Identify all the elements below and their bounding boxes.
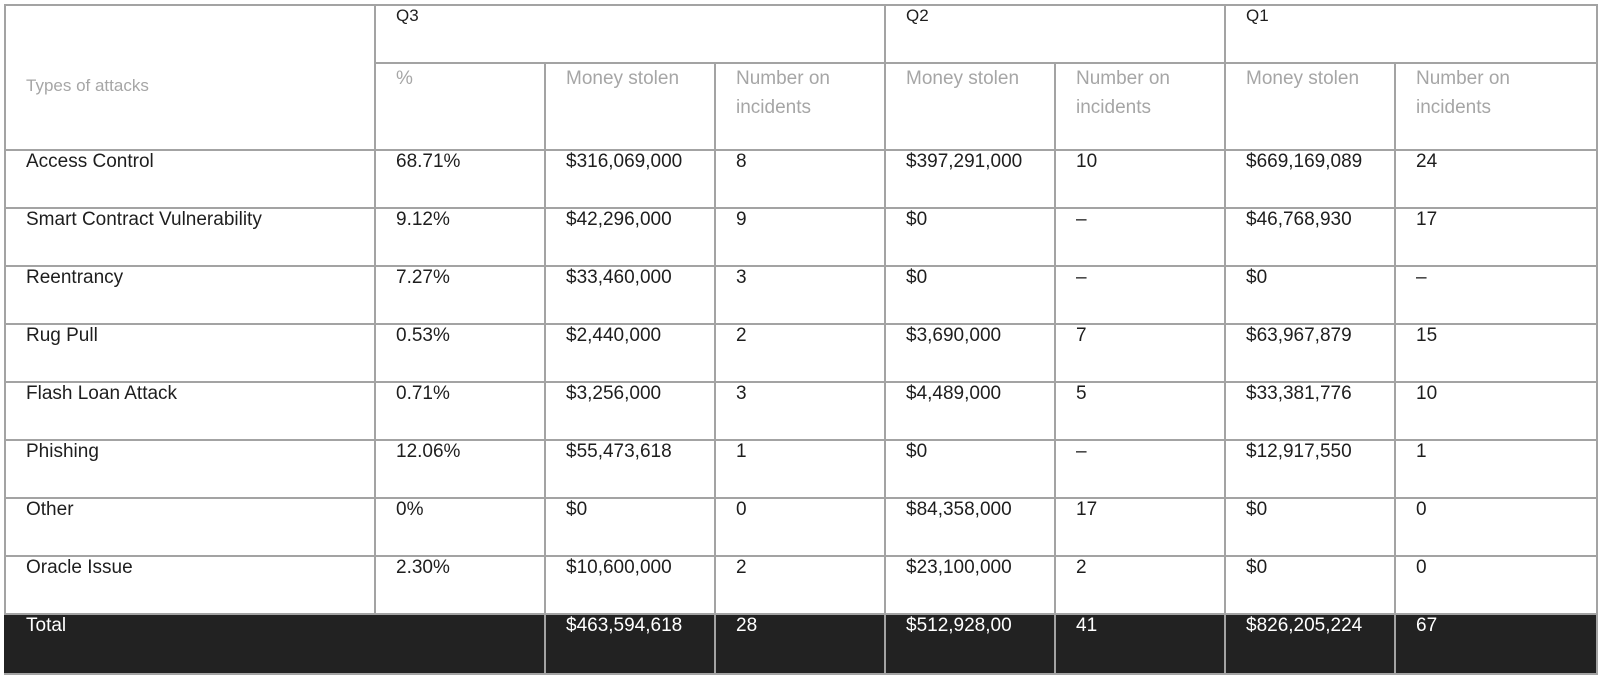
pct-cell: 68.71% — [375, 150, 545, 208]
q1-incidents-cell: 0 — [1395, 556, 1597, 614]
money-stolen-header: Money stolen — [1225, 63, 1395, 150]
q1-incidents-cell: 0 — [1395, 498, 1597, 556]
attack-type-cell: Rug Pull — [5, 324, 375, 382]
q2-money-cell: $0 — [885, 440, 1055, 498]
q3-incidents-cell: 3 — [715, 266, 885, 324]
q1-incidents-cell: 1 — [1395, 440, 1597, 498]
q3-money-cell: $42,296,000 — [545, 208, 715, 266]
q1-money-cell: $0 — [1225, 498, 1395, 556]
money-stolen-header: Money stolen — [545, 63, 715, 150]
pct-cell: 12.06% — [375, 440, 545, 498]
incidents-header: Number on incidents — [1395, 63, 1597, 150]
q2-incidents-cell: – — [1055, 266, 1225, 324]
pct-cell: 2.30% — [375, 556, 545, 614]
q3-incidents-cell: 2 — [715, 556, 885, 614]
pct-cell: 0.53% — [375, 324, 545, 382]
pct-cell: 0% — [375, 498, 545, 556]
q1-money-cell: $0 — [1225, 266, 1395, 324]
q3-money-cell: $316,069,000 — [545, 150, 715, 208]
pct-cell: 0.71% — [375, 382, 545, 440]
q3-incidents-cell: 2 — [715, 324, 885, 382]
q2-incidents-cell: 5 — [1055, 382, 1225, 440]
quarter-header-q3: Q3 — [375, 5, 885, 63]
table-row — [5, 150, 1597, 208]
q3-total-incidents-cell: 28 — [715, 614, 885, 674]
table-row — [5, 556, 1597, 614]
q2-incidents-cell: – — [1055, 440, 1225, 498]
q3-total-money-cell: $463,594,618 — [545, 614, 715, 674]
pct-header: % — [375, 63, 545, 150]
q2-money-cell: $4,489,000 — [885, 382, 1055, 440]
q2-total-incidents-cell: 41 — [1055, 614, 1225, 674]
q3-incidents-cell: 9 — [715, 208, 885, 266]
total-label: Total — [5, 614, 545, 674]
q1-total-money-cell: $826,205,224 — [1225, 614, 1395, 674]
q2-incidents-cell: 17 — [1055, 498, 1225, 556]
q2-money-cell: $0 — [885, 266, 1055, 324]
q1-money-cell: $12,917,550 — [1225, 440, 1395, 498]
table-row — [5, 498, 1597, 556]
q1-money-cell: $669,169,089 — [1225, 150, 1395, 208]
attack-type-cell: Other — [5, 498, 375, 556]
attack-type-cell: Smart Contract Vulnerability — [5, 208, 375, 266]
q1-incidents-cell: 15 — [1395, 324, 1597, 382]
quarter-header-row — [5, 5, 1597, 63]
table-row — [5, 208, 1597, 266]
q2-money-cell: $0 — [885, 208, 1055, 266]
attack-type-cell: Flash Loan Attack — [5, 382, 375, 440]
q1-money-cell: $63,967,879 — [1225, 324, 1395, 382]
money-stolen-header: Money stolen — [885, 63, 1055, 150]
attack-type-cell: Reentrancy — [5, 266, 375, 324]
q3-incidents-cell: 0 — [715, 498, 885, 556]
q3-money-cell: $55,473,618 — [545, 440, 715, 498]
q2-incidents-cell: 7 — [1055, 324, 1225, 382]
q3-money-cell: $3,256,000 — [545, 382, 715, 440]
q1-incidents-cell: 24 — [1395, 150, 1597, 208]
attacks-table — [4, 4, 1598, 675]
q2-money-cell: $397,291,000 — [885, 150, 1055, 208]
attack-type-cell: Oracle Issue — [5, 556, 375, 614]
q1-money-cell: $46,768,930 — [1225, 208, 1395, 266]
q2-money-cell: $3,690,000 — [885, 324, 1055, 382]
q1-incidents-cell: – — [1395, 266, 1597, 324]
q2-incidents-cell: – — [1055, 208, 1225, 266]
q1-incidents-cell: 17 — [1395, 208, 1597, 266]
q3-money-cell: $2,440,000 — [545, 324, 715, 382]
pct-cell: 9.12% — [375, 208, 545, 266]
q2-money-cell: $23,100,000 — [885, 556, 1055, 614]
q3-money-cell: $10,600,000 — [545, 556, 715, 614]
attack-type-cell: Phishing — [5, 440, 375, 498]
table-row — [5, 440, 1597, 498]
q2-total-money-cell: $512,928,00 — [885, 614, 1055, 674]
q3-money-cell: $0 — [545, 498, 715, 556]
q1-money-cell: $33,381,776 — [1225, 382, 1395, 440]
q3-incidents-cell: 3 — [715, 382, 885, 440]
table-row — [5, 382, 1597, 440]
q3-incidents-cell: 8 — [715, 150, 885, 208]
q2-incidents-cell: 2 — [1055, 556, 1225, 614]
quarter-header-q2: Q2 — [885, 5, 1225, 63]
table-row — [5, 266, 1597, 324]
pct-cell: 7.27% — [375, 266, 545, 324]
attack-type-cell: Access Control — [5, 150, 375, 208]
incidents-header: Number on incidents — [1055, 63, 1225, 150]
q2-incidents-cell: 10 — [1055, 150, 1225, 208]
q3-money-cell: $33,460,000 — [545, 266, 715, 324]
q2-money-cell: $84,358,000 — [885, 498, 1055, 556]
q1-total-incidents-cell: 67 — [1395, 614, 1597, 674]
total-row — [5, 614, 1597, 674]
table-row — [5, 324, 1597, 382]
types-of-attacks-header: Types of attacks — [5, 5, 375, 150]
quarter-header-q1: Q1 — [1225, 5, 1597, 63]
q1-money-cell: $0 — [1225, 556, 1395, 614]
q1-incidents-cell: 10 — [1395, 382, 1597, 440]
q3-incidents-cell: 1 — [715, 440, 885, 498]
incidents-header: Number on incidents — [715, 63, 885, 150]
